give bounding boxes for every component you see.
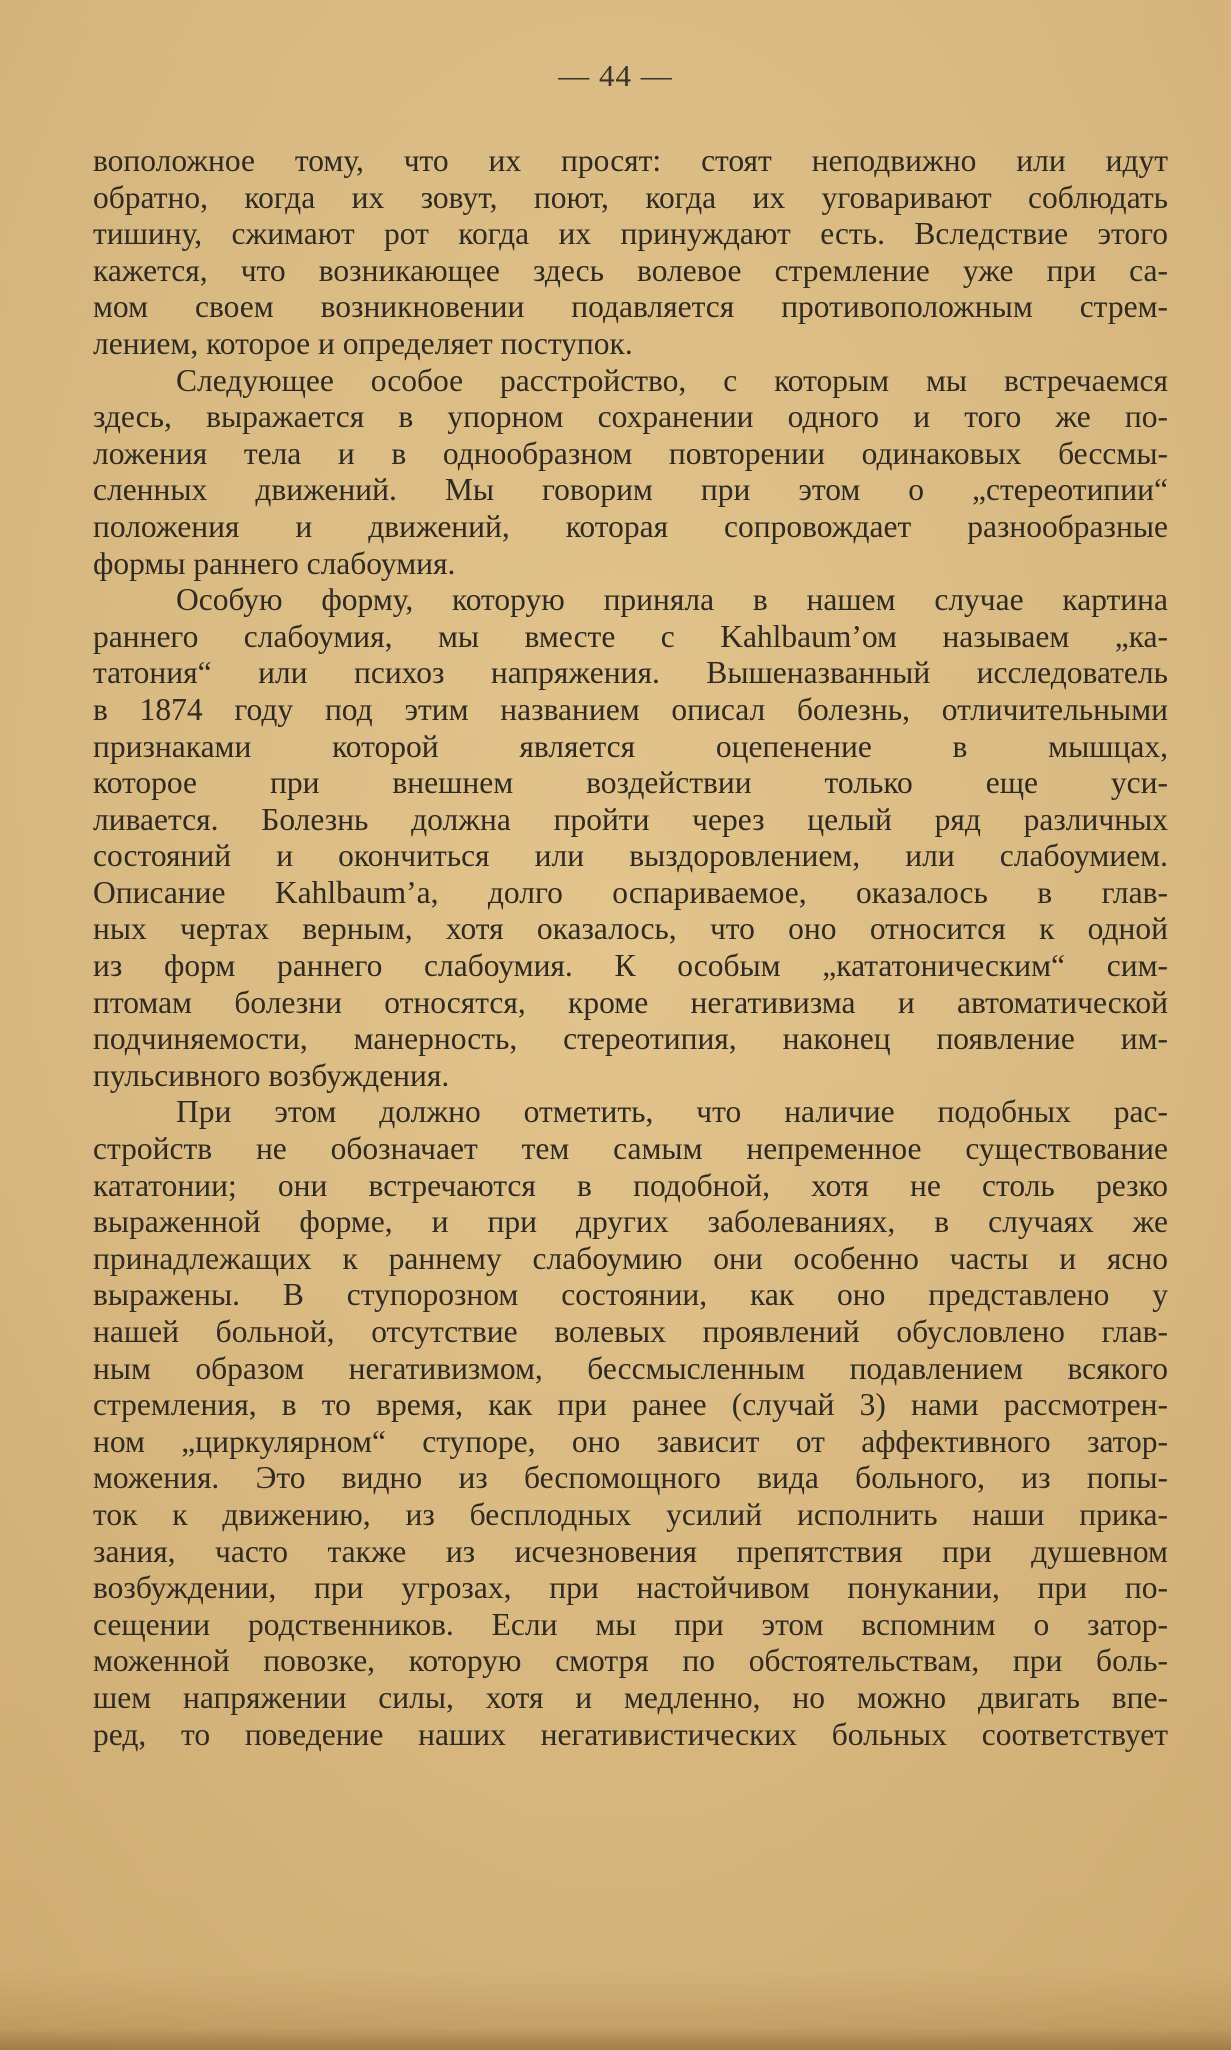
text-line: ливается. Болезнь должна пройти через целый ряд различных (93, 801, 1168, 837)
text-line: птомам болезни относятся, кроме негативизма и автоматической (93, 984, 1168, 1020)
text-line: шем напряжении силы, хотя и медленно, но можно двигать впе- (93, 1679, 1168, 1715)
text-line: формы раннего слабоумия. (93, 545, 456, 581)
text-line: выражены. В ступорозном состоянии, как оно представлено у (93, 1277, 1168, 1313)
text-line: положения и движений, которая сопровождает разнообразные (93, 508, 1168, 544)
text-line: сленных движений. Мы говорим при этом о „стереотипии“ (93, 472, 1168, 508)
text-line: кататонии; они встречаются в подобной, хотя не столь резко (93, 1167, 1168, 1203)
text-line: пульсивного возбуждения. (93, 1057, 450, 1093)
text-line: в 1874 году под этим названием описал болезнь, отличительными (93, 691, 1168, 727)
text-line: татония“ или психоз напряжения. Вышеназванный исследователь (93, 655, 1168, 691)
text-line: стремления, в то время, как при ранее (случай 3) нами рассмотрен- (93, 1387, 1168, 1423)
text-line: признаками которой является оцепенение в мышцах, (93, 728, 1168, 764)
page-bottom-edge (0, 2028, 1231, 2050)
text-line: моженной повозке, которую смотря по обстоятельствам, при боль- (93, 1643, 1168, 1679)
text-line: зания, часто также из исчезновения препятствия при душевном (93, 1533, 1168, 1569)
text-line: При этом должно отметить, что наличие подобных рас- (176, 1094, 1168, 1130)
page-number: — 44 — (558, 58, 673, 93)
text-line: тишину, сжимают рот когда их принуждают есть. Вследствие этого (93, 216, 1168, 252)
text-line: здесь, выражается в упорном сохранении одного и того же по- (93, 399, 1168, 435)
text-line: нашей больной, отсутствие волевых проявлений обусловлено глав- (93, 1314, 1168, 1349)
text-line: Особую форму, которую приняла в нашем случае картина (176, 582, 1168, 618)
text-line: выраженной форме, и при других заболеваниях, в случаях же (93, 1204, 1168, 1240)
text-line: ных чертах верным, хотя оказалось, что оно относится к одной (93, 911, 1168, 947)
text-line: ред, то поведение наших негативистических больных соответствует (93, 1716, 1168, 1752)
text-line: возбуждении, при угрозах, при настойчивом понукании, при по- (93, 1570, 1168, 1606)
body-text (93, 143, 1168, 1753)
text-line: Следующее особое расстройство, с которым мы встречаемся (176, 362, 1168, 398)
text-line: которое при внешнем воздействии только еще уси- (93, 765, 1168, 801)
text-line: обратно, когда их зовут, поют, когда их уговаривают соблюдать (93, 179, 1168, 215)
text-line: ном „циркулярном“ ступоре, оно зависит от аффективного затор- (93, 1423, 1168, 1459)
text-line: ток к движению, из бесплодных усилий исполнить наши прика- (93, 1496, 1168, 1532)
text-line: ным образом негативизмом, бессмысленным подавлением всякого (93, 1350, 1168, 1386)
text-line: раннего слабоумия, мы вместе с Kahlbaum’ом называем „ка- (93, 618, 1168, 654)
text-line: кажется, что возникающее здесь волевое стремление уже при са- (93, 252, 1168, 288)
text-line: воположное тому, что их просят: стоят неподвижно или идут (93, 143, 1168, 178)
text-line: сещении родственников. Если мы при этом вспомним о затор- (93, 1606, 1168, 1642)
text-line: можения. Это видно из беспомощного вида больного, из попы- (93, 1460, 1168, 1496)
text-line: подчиняемости, манерность, стереотипия, наконец появление им- (93, 1021, 1168, 1057)
text-line: состояний и окончиться или выздоровлением, или слабоумием. (93, 838, 1168, 874)
text-line: стройств не обозначает тем самым непременное существование (93, 1131, 1168, 1167)
text-line: ложения тела и в однообразном повторении одинаковых бессмы- (93, 435, 1168, 471)
text-line: из форм раннего слабоумия. К особым „кататоническим“ сим- (93, 948, 1168, 984)
text-line: мом своем возникновении подавляется противоположным стрем- (93, 289, 1168, 325)
text-line: принадлежащих к раннему слабоумию они особенно часты и ясно (93, 1240, 1168, 1276)
text-line: Описание Kahlbaum’a, долго оспариваемое, оказалось в глав- (93, 874, 1168, 910)
text-line: лением, которое и определяет поступок. (93, 325, 633, 361)
